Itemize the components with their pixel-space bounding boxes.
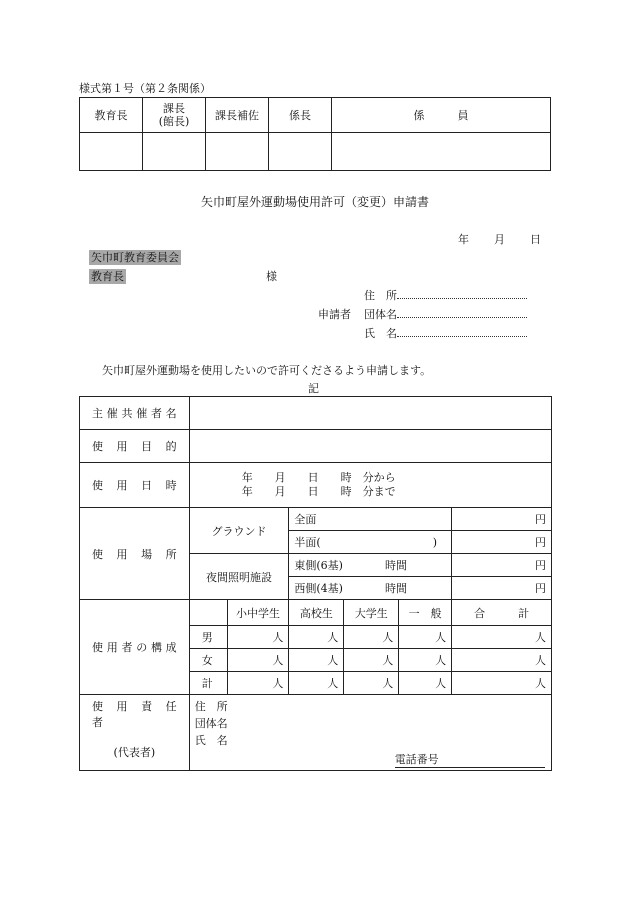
- representative-note: (代表者): [113, 745, 156, 759]
- approval-stamp-cell[interactable]: [143, 133, 206, 171]
- approval-table: [79, 97, 551, 171]
- addressee-org: 矢巾町教育委員会: [91, 251, 179, 264]
- lighting-east-option[interactable]: 東側(6基) 時間: [289, 554, 452, 577]
- ground-half-fee[interactable]: 円: [452, 531, 552, 554]
- applicant-group[interactable]: 団体名: [364, 306, 527, 322]
- applicant-address[interactable]: 住 所: [364, 287, 527, 303]
- responsible-group: 団体名: [194, 717, 228, 730]
- purpose-field[interactable]: [189, 430, 551, 463]
- addressee-position: 教育長: [91, 270, 124, 283]
- count-cell[interactable]: 人: [227, 626, 289, 649]
- users-label: 使用者の構成: [80, 600, 190, 695]
- form-number: 様式第１号（第２条関係）: [79, 82, 211, 95]
- approval-stamp-cell[interactable]: [206, 133, 269, 171]
- datetime-from: 年 月 日 時 分から: [241, 471, 396, 484]
- applicant-label: 申請者: [318, 308, 351, 321]
- lighting-west-fee[interactable]: 円: [452, 577, 552, 600]
- ground-label: グラウンド: [189, 508, 289, 554]
- lighting-east-fee[interactable]: 円: [452, 554, 552, 577]
- approval-header-deputy-chief: 課長補佐: [206, 98, 269, 133]
- approval-stamp-cell[interactable]: [332, 133, 551, 171]
- place-label: 使 用 場 所: [80, 508, 190, 600]
- lighting-label: 夜間照明施設: [189, 554, 289, 600]
- users-blank-header: [189, 600, 227, 626]
- count-cell[interactable]: 人: [227, 672, 289, 695]
- phone-field[interactable]: 電話番号: [395, 751, 545, 768]
- users-row-total: 計: [189, 672, 227, 695]
- responsible-address: 住 所: [194, 700, 228, 713]
- count-cell[interactable]: 人: [452, 649, 552, 672]
- count-cell[interactable]: 人: [399, 672, 452, 695]
- ki-label: 記: [308, 382, 319, 395]
- approval-header-superintendent: 教育長: [80, 98, 143, 133]
- addressee-honorific: 様: [266, 270, 277, 283]
- users-col-highschool: 高校生: [289, 600, 344, 626]
- applicant-name[interactable]: 氏 名: [364, 325, 527, 341]
- count-cell[interactable]: 人: [452, 626, 552, 649]
- count-cell[interactable]: 人: [399, 626, 452, 649]
- count-cell[interactable]: 人: [344, 626, 399, 649]
- count-cell[interactable]: 人: [399, 649, 452, 672]
- approval-stamp-cell[interactable]: [80, 133, 143, 171]
- approval-header-sub-chief: 係長: [269, 98, 332, 133]
- datetime-to: 年 月 日 時 分まで: [241, 485, 396, 498]
- users-col-elementary: 小中学生: [227, 600, 289, 626]
- count-cell[interactable]: 人: [289, 626, 344, 649]
- users-row-male: 男: [189, 626, 227, 649]
- approval-stamp-cell[interactable]: [269, 133, 332, 171]
- lighting-west-option[interactable]: 西側(4基) 時間: [289, 577, 452, 600]
- responsible-field[interactable]: [189, 695, 551, 771]
- users-col-general: 一 般: [399, 600, 452, 626]
- responsible-name: 氏 名: [194, 734, 228, 747]
- application-form-table: [79, 396, 552, 771]
- datetime-field[interactable]: [189, 463, 551, 508]
- count-cell[interactable]: 人: [227, 649, 289, 672]
- ground-half-option[interactable]: 半面( ): [289, 531, 452, 554]
- approval-header-staff: 係 員: [332, 98, 551, 133]
- count-cell[interactable]: 人: [289, 649, 344, 672]
- datetime-label: 使 用 日 時: [80, 463, 190, 508]
- request-text: 矢巾町屋外運動場を使用したいので許可くださるよう申請します。: [102, 364, 432, 377]
- count-cell[interactable]: 人: [452, 672, 552, 695]
- users-col-total: 合 計: [452, 600, 552, 626]
- date-line: 年 月 日: [458, 233, 541, 246]
- users-row-female: 女: [189, 649, 227, 672]
- purpose-label: 使 用 目 的: [80, 430, 190, 463]
- count-cell[interactable]: 人: [344, 649, 399, 672]
- ground-full-fee[interactable]: 円: [452, 508, 552, 531]
- count-cell[interactable]: 人: [344, 672, 399, 695]
- approval-header-section-chief: 課長 (館長): [143, 98, 206, 133]
- responsible-label: 使 用 責 任 者 (代表者): [80, 695, 190, 771]
- count-cell[interactable]: 人: [289, 672, 344, 695]
- ground-full-option[interactable]: 全面: [289, 508, 452, 531]
- organizer-label: 主催共催者名: [80, 397, 190, 430]
- organizer-field[interactable]: [189, 397, 551, 430]
- document-title: 矢巾町屋外運動場使用許可（変更）申請書: [200, 195, 429, 209]
- users-col-university: 大学生: [344, 600, 399, 626]
